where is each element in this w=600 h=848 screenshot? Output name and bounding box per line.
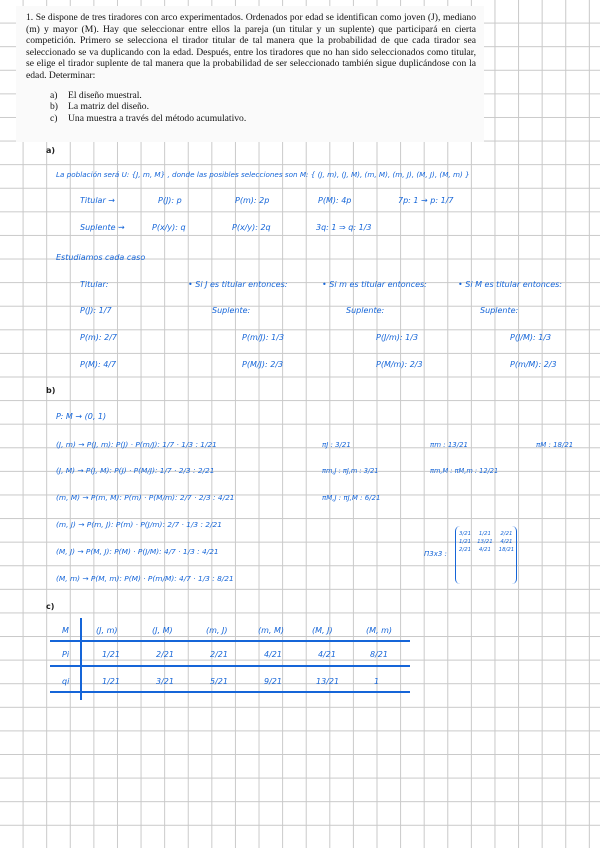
prob-m: P(m): 2p [235,196,270,205]
table-cell-p: 8/21 [370,650,388,659]
case-M: • Si M es titular entonces: [458,280,562,289]
pm-given-M: P(m/M): 2/3 [510,360,557,369]
three-q: 3q: 1 ⇒ q: 1/3 [316,223,372,232]
table-cell-q: 9/21 [264,677,282,686]
item-a: a) El diseño muestral. [50,89,142,101]
table-cell-q: qi [62,677,70,686]
pM-given-j: P(M/J): 2/3 [242,360,284,369]
section-b-label: b) [46,386,56,395]
table-header: (m, J) [206,626,228,635]
item-b: b) La matriz del diseño. [50,101,149,113]
table-cell-q: 1 [374,677,380,686]
matrix-cell: 1/21 [478,531,491,537]
prob-j: P(J): p [158,196,182,205]
item-c: c) Una muestra a través del método acumulativo. [50,112,247,124]
supl-2q: P(x/y): 2q [232,223,271,232]
section-c-label: c) [46,602,55,611]
table-header: M [62,626,69,635]
table-cell-p: 2/21 [210,650,228,659]
table-rule-1 [50,640,410,642]
matrix-row [456,530,517,538]
matrix-row [456,546,517,554]
titular-label-2: Titular: [80,280,109,289]
section-a-label: a) [46,146,56,155]
pm-given-j: P(m/J): 1/3 [242,333,285,342]
pi-mM: πm,M : πM,m : 12/21 [430,467,499,475]
case-j: • Si J es titular entonces: [188,280,288,289]
population-line: La población será U: {J, m, M} , donde las posibles selecciones son M: { (J, m), (J, M), (m, M), (m, J), (M, J), (M, m) } [56,170,470,179]
b-row-5: (M, J) → P(M, J): P(M) · P(J/M): 4/7 · 1/3 : 4/21 [56,547,219,556]
table-cell-p: Pi [62,650,70,659]
pi-matrix-label: Π3x3 : [424,550,447,558]
table-rule-3 [50,691,410,693]
design-matrix [455,526,517,584]
pm-7: P(m): 2/7 [80,333,117,342]
case-m: • Si m es titular entonces: [322,280,427,289]
table-header: (M, J) [312,626,333,635]
matrix-cell: 4/21 [478,547,491,553]
b-row-1: (J, m) → P(J, m): P(J) · P(m/J): 1/7 · 1/3 : 1/21 [56,440,217,449]
table-cell-q: 5/21 [210,677,228,686]
matrix-cell: 2/21 [459,547,472,553]
pi-j: πJ : 3/21 [322,441,351,449]
table-cell-p: 2/21 [156,650,174,659]
table-cell-p: 1/21 [102,650,120,659]
table-col-rule [80,618,82,700]
pM-given-m: P(M/m): 2/3 [376,360,423,369]
matrix-cell: 2/21 [500,531,513,537]
matrix-row [456,538,517,546]
supl-q: P(x/y): q [152,223,186,232]
pi-mJ: πm,J : πJ,m : 3/21 [322,467,379,475]
suplente-M: Suplente: [480,306,519,315]
suplente-j: Suplente: [212,306,251,315]
pi-M: πM : 18/21 [536,441,574,449]
table-cell-p: 4/21 [318,650,336,659]
problem-items [26,90,476,125]
table-header: (J, m) [96,626,118,635]
p-mapping: P: M → (0, 1) [56,412,107,421]
table-cell-q: 1/21 [102,677,120,686]
table-rule-2 [50,665,410,667]
b-row-3: (m, M) → P(m, M): P(m) · P(M/m): 2/7 · 2/3 : 4/21 [56,493,235,502]
pi-MJ: πM,J : πJ,M : 6/21 [322,494,381,502]
pi-m: πm : 13/21 [430,441,469,449]
matrix-cell: 3/21 [459,531,472,537]
matrix-cell: 1/21 [459,539,472,545]
estudiamos-line: Estudiamos cada caso [56,253,146,262]
b-row-6: (M, m) → P(M, m): P(M) · P(m/M): 4/7 · 1/3 : 8/21 [56,574,234,583]
suplente-label: Suplente ⇝ [80,223,125,232]
table-cell-q: 3/21 [156,677,174,686]
pj-given-m: P(J/m): 1/3 [376,333,419,342]
matrix-cell: 4/21 [500,539,513,545]
matrix-cell: 13/21 [477,539,493,545]
table-header: (m, M) [258,626,285,635]
table-header: (M, m) [366,626,393,635]
table-header: (J, M) [152,626,173,635]
table-cell-q: 13/21 [316,677,340,686]
pM-7: P(M): 4/7 [80,360,117,369]
b-row-2: (J, M) → P(J, M): P(J) · P(M/J): 1/7 · 2/3 : 2/21 [56,466,215,475]
titular-label: Titular → [80,196,115,205]
matrix-cell: 18/21 [498,547,515,553]
pj-given-M: P(J/M): 1/3 [510,333,552,342]
seven-p: 7p: 1 → p: 1/7 [398,196,454,205]
b-row-4: (m, J) → P(m, J): P(m) · P(J/m): 2/7 · 1/3 : 2/21 [56,520,222,529]
pj-7: P(J): 1/7 [80,306,112,315]
table-cell-p: 4/21 [264,650,282,659]
suplente-m: Suplente: [346,306,385,315]
problem-text: 1. Se dispone de tres tiradores con arco experimentados. Ordenados por edad se identifican como joven (J), mediano (m) y mayor (M). Hay que seleccionar entre ellos la pareja (un titular y un suplente) que participará en cierta competición. Primero se selecciona el tirador titular de tal manera que la probabilidad de que cada tirador sea seleccionado se va duplicando con la edad. Después, entre los tiradores que no han sido seleccionados como titular, se elige el tirador suplente de tal manera que la probabilidad de ser seleccionado también sigue duplicándose con la edad. Determinar: [26,12,476,81]
prob-M: P(M): 4p [318,196,352,205]
problem-statement [16,6,484,142]
